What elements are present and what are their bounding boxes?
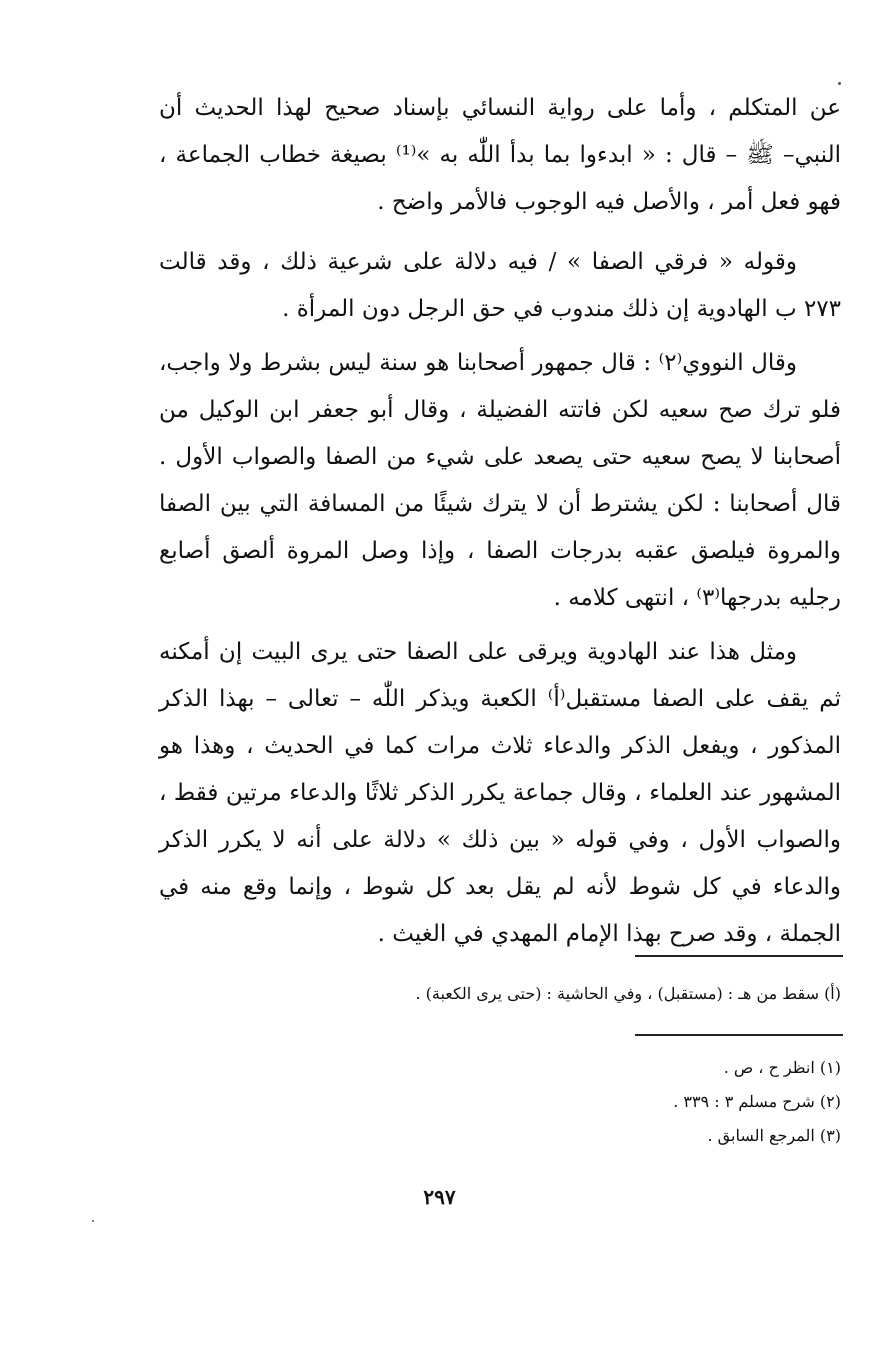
paragraph-4: ومثل هذا عند الهادوية ويرقى على الصفا حتى يرى البيت إن أمكنه ثم يقف على الصفا مستقبل⁽أ⁾ الكعبة ويذكر اللّٰه – تعالى – بهذا الذكر المذكور ، ويفعل الذكر والدعاء ثلاث مرات كما في الحديث ، وهذا هو المشهور عند العلماء ، وقال جماعة يكرر الذكر ثلاثًا والدعاء مرتين فقط ، والصواب الأول ، وفي قوله « بين ذلك » دلالة على أنه لا يكرر الذكر والدعاء في كل شوط لأنه لم يقل بعد كل شوط ، وإنما وقع منه في الجملة ، وقد صرح بهذا الإمام المهدي في الغيث . (159, 639, 841, 947)
paragraph-3: وقال النووي⁽٢⁾ : قال جمهور أصحابنا هو سنة ليس بشرط ولا واجب، فلو ترك صح سعيه لكن فاتته الفضيلة ، وقال أبو جعفر ابن الوكيل من أصحابنا لا يصح سعيه حتى يصعد على شيء من الصفا والصواب الأول . قال أصحابنا : لكن يشترط أن لا يترك شيئًا من المسافة التي بين الصفا والمروة فيلصق عقبه بدرجات الصفا ، وإذا وصل المروة ألصق أصابع رجليه بدرجها⁽٣⁾ ، انتهى كلامه . (159, 350, 841, 611)
paragraph-2: وقوله « فرقي الصفا » / فيه دلالة على شرعية ذلك ، وقد قالت ٢٧٣ ب الهادوية إن ذلك مندوب في حق الرجل دون المرأة . (159, 249, 841, 322)
main-text-block (159, 85, 841, 226)
scan-speck (92, 1220, 94, 1222)
footnote-divider (635, 1034, 843, 1036)
footnotes-list (159, 1052, 841, 1154)
main-text-block (159, 340, 841, 622)
footnote-1: (١) انظر ح ، ص . (723, 1058, 841, 1077)
main-text-block (159, 629, 841, 958)
page-number: ٢٩٧ (423, 1185, 456, 1209)
footnote-3: (٣) المرجع السابق . (707, 1126, 841, 1145)
paragraph-1: عن المتكلم ، وأما على رواية النسائي بإسناد صحيح لهذا الحديث أن النبي– ﷺ – قال : « ابدءوا بما بدأ اللّٰه به »⁽¹⁾ بصيغة خطاب الجماعة ، فهو فعل أمر ، والأصل فيه الوجوب فالأمر واضح . (159, 95, 841, 215)
footnote-2: (٢) شرح مسلم ٣ : ٣٣٩ . (673, 1092, 841, 1111)
variant-note: (أ) سقط من هـ : (مستقبل) ، وفي الحاشية : (حتى يرى الكعبة) . (415, 984, 841, 1003)
main-text-block (159, 239, 841, 333)
footnote-divider (635, 955, 843, 957)
